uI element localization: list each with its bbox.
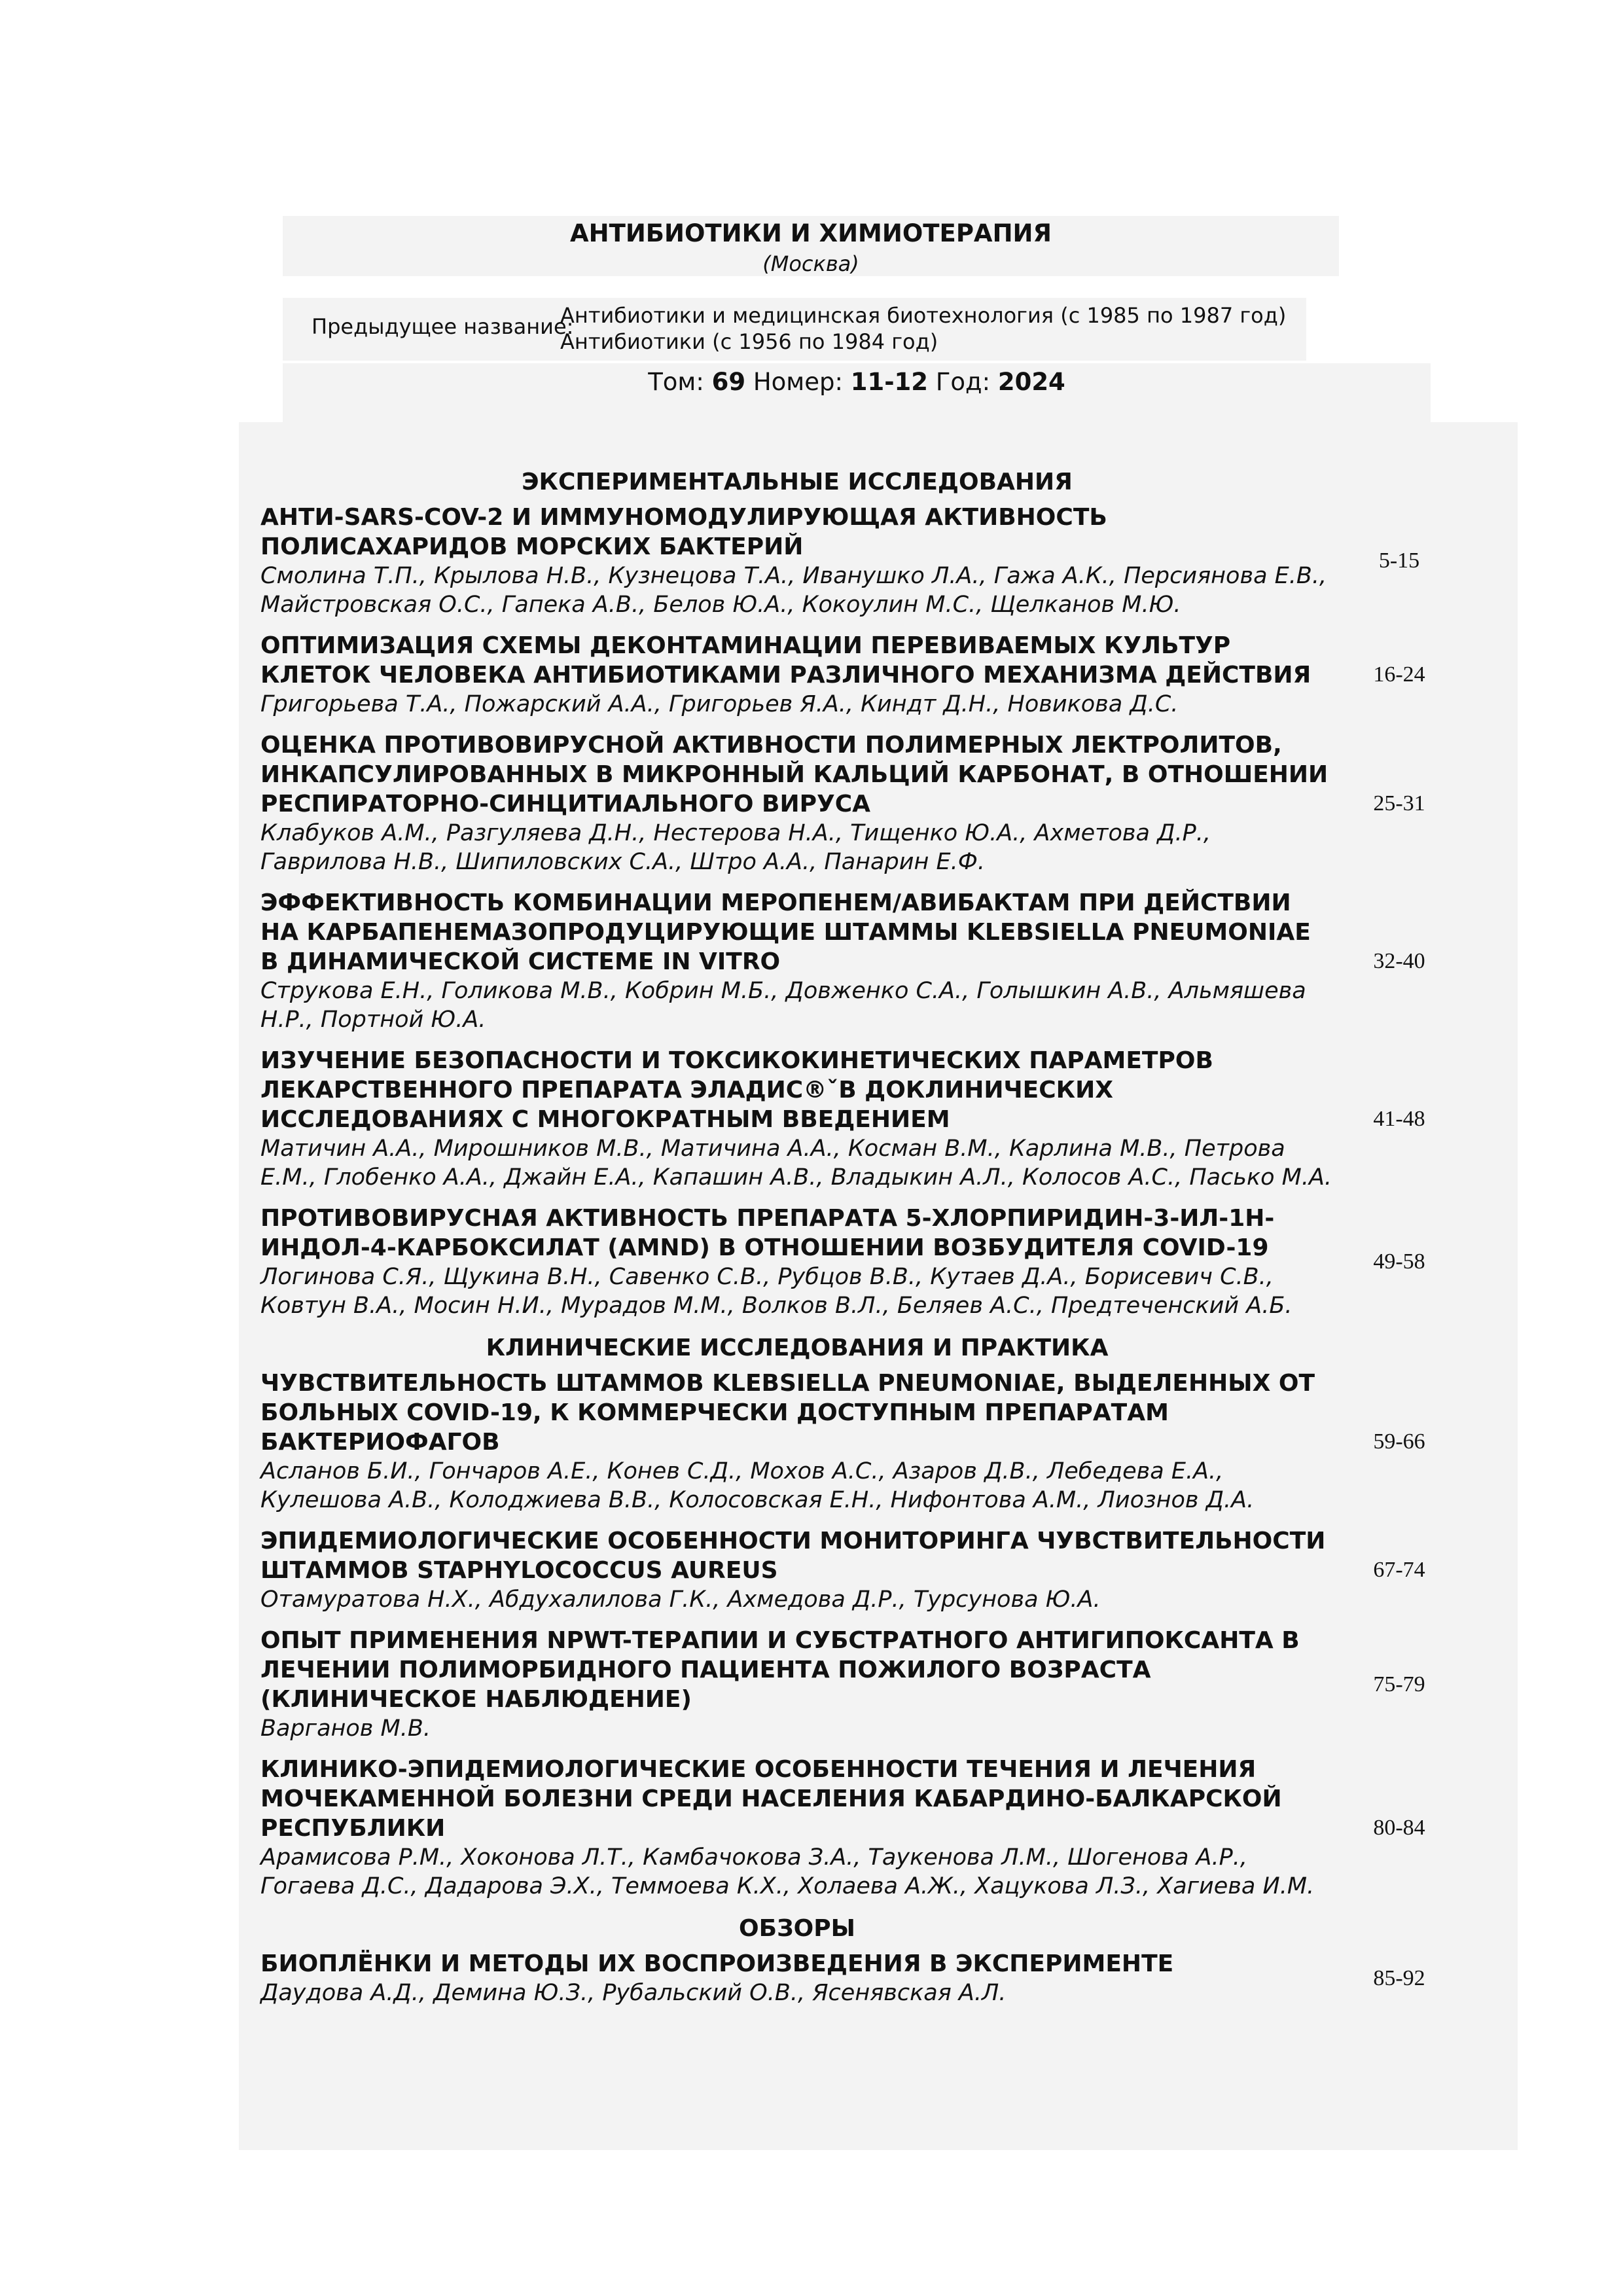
article-authors: Матичин А.А., Мирошников М.В., Матичина А.А., Косман В.М., Карлина М.В., Петрова Е.М., Глобенко А.А., Джайн Е.А., Капашин А.В., Владыкин А.Л., Колосов А.С., Пасько М.А. <box>260 1136 1332 1191</box>
article-authors: Даудова А.Д., Демина Ю.З., Рубальский О.В., Ясенявская А.Л. <box>260 1980 1007 2006</box>
section-heading: ОБЗОРЫ <box>739 1915 855 1942</box>
article-pages: 75-79 <box>1373 1672 1425 1696</box>
article-pages: 49-58 <box>1373 1249 1425 1274</box>
article-entry[interactable] <box>260 1755 1491 1901</box>
number-label: Номер: <box>753 368 843 396</box>
previous-names <box>560 302 1286 355</box>
article-authors: Клабуков А.М., Разгуляева Д.Н., Нестерова Н.А., Тищенко Ю.А., Ахметова Д.Р., Гаврилова Н.В., Шипиловских С.А., Штро А.А., Панарин Е.Ф. <box>260 820 1211 875</box>
article-entry[interactable] <box>260 888 1491 1034</box>
volume-label: Том: <box>648 368 704 396</box>
article-entry[interactable] <box>260 503 1491 619</box>
article-authors: Варганов М.В. <box>260 1715 431 1742</box>
article-title[interactable]: ИЗУЧЕНИЕ БЕЗОПАСНОСТИ И ТОКСИКОКИНЕТИЧЕСКИХ ПАРАМЕТРОВ ЛЕКАРСТВЕННОГО ПРЕПАРАТА ЭЛАДИС®ˇВ ДОКЛИНИЧЕСКИХ ИССЛЕДОВАНИЯХ С МНОГОКРАТНЫМ ВВЕДЕНИЕМ <box>260 1047 1213 1133</box>
article-pages: 16-24 <box>1373 662 1425 687</box>
article-body <box>260 1046 1334 1192</box>
article-body <box>260 1626 1334 1743</box>
article-entry[interactable] <box>260 1369 1491 1515</box>
article-entry[interactable] <box>260 631 1491 719</box>
article-title[interactable]: ЭФФЕКТИВНОСТЬ КОМБИНАЦИИ МЕРОПЕНЕМ/АВИБАКТАМ ПРИ ДЕЙСТВИИ НА КАРБАПЕНЕМАЗОПРОДУЦИРУЮЩИЕ ШТАММЫ KLEBSIELLA PNEUMONIAE В ДИНАМИЧЕСКОЙ СИСТЕМЕ IN VITRO <box>260 889 1311 975</box>
article-authors: Отамуратова Н.Х., Абдухалилова Г.К., Ахмедова Д.Р., Турсунова Ю.А. <box>260 1587 1101 1613</box>
article-title[interactable]: ПРОТИВОВИРУСНАЯ АКТИВНОСТЬ ПРЕПАРАТА 5-ХЛОРПИРИДИН-3-ИЛ-1Н-ИНДОЛ-4-КАРБОКСИЛАТ (AMND) В ОТНОШЕНИИ ВОЗБУДИТЕЛЯ COVID-19 <box>260 1205 1275 1261</box>
article-pages: 41-48 <box>1373 1106 1425 1131</box>
year-label: Год: <box>935 368 991 396</box>
article-pages: 67-74 <box>1373 1558 1425 1582</box>
previous-name-label: Предыдущее название: <box>312 314 574 339</box>
article-title[interactable]: АНТИ-SARS-COV-2 И ИММУНОМОДУЛИРУЮЩАЯ АКТИВНОСТЬ ПОЛИСАХАРИДОВ МОРСКИХ БАКТЕРИЙ <box>260 504 1107 560</box>
journal-city: (Москва) <box>762 251 859 276</box>
section-heading: ЭКСПЕРИМЕНТАЛЬНЫЕ ИССЛЕДОВАНИЯ <box>522 469 1073 495</box>
previous-name: Антибиотики (с 1956 по 1984 год) <box>560 329 938 354</box>
article-body <box>260 1204 1334 1320</box>
article-pages: 59-66 <box>1373 1429 1425 1454</box>
volume-value: 69 <box>711 368 746 396</box>
article-body <box>260 1526 1334 1614</box>
article-body <box>260 1369 1334 1515</box>
article-body <box>260 730 1334 876</box>
article-pages: 5-15 <box>1378 548 1420 573</box>
issue-info <box>283 368 1431 396</box>
article-title[interactable]: ОПЫТ ПРИМЕНЕНИЯ NPWT-ТЕРАПИИ И СУБСТРАТНОГО АНТИГИПОКСАНТА В ЛЕЧЕНИИ ПОЛИМОРБИДНОГО ПАЦИЕНТА ПОЖИЛОГО ВОЗРАСТА (КЛИНИЧЕСКОЕ НАБЛЮДЕНИЕ) <box>260 1627 1300 1713</box>
article-authors: Григорьева Т.А., Пожарский А.А., Григорьев Я.А., Киндт Д.Н., Новикова Д.С. <box>260 691 1179 717</box>
article-entry[interactable] <box>260 1526 1491 1614</box>
article-authors: Логинова С.Я., Щукина В.Н., Савенко С.В., Рубцов В.В., Кутаев Д.А., Борисевич С.В., Ковтун В.А., Мосин Н.И., Мурадов М.М., Волков В.Л., Беляев А.С., Предтеченский А.Б. <box>260 1264 1293 1319</box>
article-pages: 80-84 <box>1373 1815 1425 1840</box>
article-entry[interactable] <box>260 1626 1491 1743</box>
article-authors: Струкова Е.Н., Голикова М.В., Кобрин М.Б., Довженко С.А., Голышкин А.В., Альмяшева Н.Р., Портной Ю.А. <box>260 978 1306 1033</box>
article-authors: Арамисова Р.М., Хоконова Л.Т., Камбачокова З.А., Таукенова Л.М., Шогенова А.Р., Гогаева Д.С., Дадарова Э.Х., Теммоева К.Х., Холаева А.Ж., Хацукова Л.З., Хагиева И.М. <box>260 1844 1315 1899</box>
article-pages: 25-31 <box>1373 791 1425 816</box>
article-pages: 32-40 <box>1373 948 1425 973</box>
article-title[interactable]: ОПТИМИЗАЦИЯ СХЕМЫ ДЕКОНТАМИНАЦИИ ПЕРЕВИВАЕМЫХ КУЛЬТУР КЛЕТОК ЧЕЛОВЕКА АНТИБИОТИКАМИ РАЗЛИЧНОГО МЕХАНИЗМА ДЕЙСТВИЯ <box>260 632 1311 689</box>
table-of-contents <box>260 466 1491 2019</box>
article-title[interactable]: КЛИНИКО-ЭПИДЕМИОЛОГИЧЕСКИЕ ОСОБЕННОСТИ ТЕЧЕНИЯ И ЛЕЧЕНИЯ МОЧЕКАМЕННОЙ БОЛЕЗНИ СРЕДИ НАСЕЛЕНИЯ КАБАРДИНО-БАЛКАРСКОЙ РЕСПУБЛИКИ <box>260 1756 1282 1842</box>
article-body <box>260 1949 1334 2007</box>
article-body <box>260 888 1334 1034</box>
previous-name: Антибиотики и медицинская биотехнология (с 1985 по 1987 год) <box>560 303 1287 328</box>
article-entry[interactable] <box>260 1949 1491 2007</box>
year-value: 2024 <box>997 368 1065 396</box>
article-entry[interactable] <box>260 1204 1491 1320</box>
article-entry[interactable] <box>260 1046 1491 1192</box>
article-body <box>260 503 1334 619</box>
article-title[interactable]: ОЦЕНКА ПРОТИВОВИРУСНОЙ АКТИВНОСТИ ПОЛИМЕРНЫХ ЛЕКТРОЛИТОВ, ИНКАПСУЛИРОВАННЫХ В МИКРОННЫЙ КАЛЬЦИЙ КАРБОНАТ, В ОТНОШЕНИИ РЕСПИРАТОРНО-СИНЦИТИАЛЬНОГО ВИРУСА <box>260 732 1329 817</box>
section-heading: КЛИНИЧЕСКИЕ ИССЛЕДОВАНИЯ И ПРАКТИКА <box>486 1335 1109 1361</box>
number-value: 11-12 <box>850 368 929 396</box>
article-pages: 85-92 <box>1373 1965 1425 1990</box>
article-authors: Асланов Б.И., Гончаров А.Е., Конев С.Д., Мохов А.С., Азаров Д.В., Лебедева Е.А., Кулешова А.В., Колоджиева В.В., Колосовская Е.Н., Нифонтова А.М., Лиознов Д.А. <box>260 1458 1255 1513</box>
article-title[interactable]: ЧУВСТВИТЕЛЬНОСТЬ ШТАММОВ KLEBSIELLA PNEUMONIAE, ВЫДЕЛЕННЫХ ОТ БОЛЬНЫХ COVID-19, К КОММЕРЧЕСКИ ДОСТУПНЫМ ПРЕПАРАТАМ БАКТЕРИОФАГОВ <box>260 1370 1315 1456</box>
article-body <box>260 1755 1334 1901</box>
article-body <box>260 631 1334 719</box>
article-title[interactable]: ЭПИДЕМИОЛОГИЧЕСКИЕ ОСОБЕННОСТИ МОНИТОРИНГА ЧУВСТВИТЕЛЬНОСТИ ШТАММОВ STAPHYLOCOCCUS AUREUS <box>260 1528 1326 1584</box>
article-authors: Смолина Т.П., Крылова Н.В., Кузнецова Т.А., Иванушко Л.А., Гажа А.К., Персиянова Е.В., Майстровская О.С., Гапека А.В., Белов Ю.А., Кокоулин М.С., Щелканов М.Ю. <box>260 563 1327 618</box>
article-entry[interactable] <box>260 730 1491 876</box>
journal-title: АНТИБИОТИКИ И ХИМИОТЕРАПИЯ <box>570 219 1052 247</box>
article-title[interactable]: БИОПЛЁНКИ И МЕТОДЫ ИХ ВОСПРОИЗВЕДЕНИЯ В ЭКСПЕРИМЕНТЕ <box>260 1950 1174 1977</box>
